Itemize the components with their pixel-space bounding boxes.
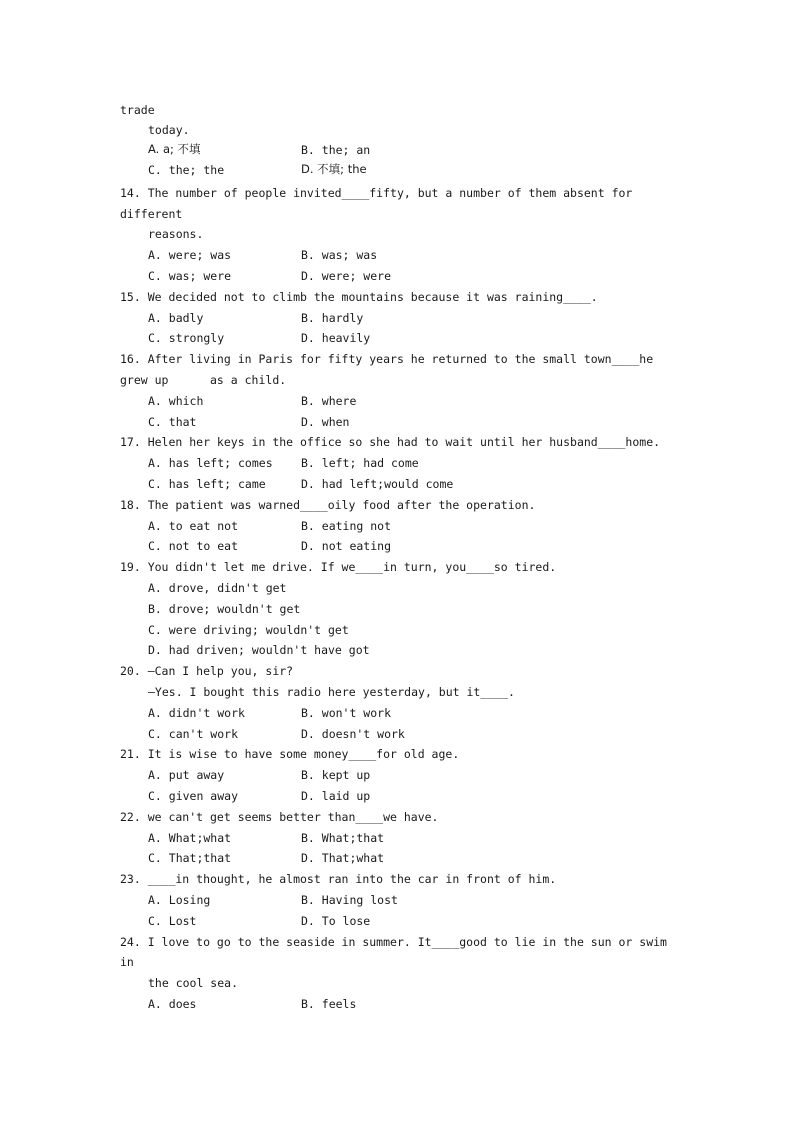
- q24-option-a: A. does: [148, 997, 197, 1011]
- q23-option-a: A. Losing: [148, 893, 211, 907]
- q17-option-a: A. has left; comes: [148, 456, 273, 470]
- q16-option-d: D. when: [301, 415, 350, 429]
- q15-option-b: B. hardly: [301, 311, 364, 325]
- q20-stem-line2: —Yes. I bought this radio here yesterday, but it____.: [148, 685, 515, 699]
- q23-option-d: D. To lose: [301, 914, 371, 928]
- q16-stem-line1: 16. After living in Paris for fifty years he returned to the small town____he: [120, 352, 654, 366]
- q13-option-b: B. the; an: [301, 143, 371, 157]
- q15-option-d: D. heavily: [301, 331, 371, 345]
- q14-option-a: A. were; was: [148, 248, 232, 262]
- q21-stem-line1: 21. It is wise to have some money____for old age.: [120, 747, 460, 761]
- q18-option-b: B. eating not: [301, 519, 392, 533]
- q19-option-c: C. were driving; wouldn't get: [148, 623, 349, 637]
- q24-stem-line3: the cool sea.: [148, 976, 239, 990]
- q14-stem-line1: 14. The number of people invited____fifty, but a number of them absent for: [120, 186, 633, 200]
- q23-stem-line1: 23. ____in thought, he almost ran into the car in front of him.: [120, 872, 557, 886]
- q15-stem-line1: 15. We decided not to climb the mountains because it was raining____.: [120, 290, 598, 304]
- q17-option-b: B. left; had come: [301, 456, 419, 470]
- q13-continuation-line1: trade: [120, 103, 155, 117]
- q17-option-d: D. had left;would come: [301, 477, 454, 491]
- q24-stem-line1: 24. I love to go to the seaside in summer. It____good to lie in the sun or swim: [120, 935, 667, 949]
- q14-option-d: D. were; were: [301, 269, 392, 283]
- q20-option-a: A. didn't work: [148, 706, 245, 720]
- q20-option-b: B. won't work: [301, 706, 392, 720]
- q23-option-c: C. Lost: [148, 914, 197, 928]
- q18-option-c: C. not to eat: [148, 539, 239, 553]
- q13-continuation-line2: today.: [148, 123, 190, 137]
- q16-stem-line2: grew up as a child.: [120, 373, 287, 387]
- q15-option-a: A. badly: [148, 311, 204, 325]
- q14-option-c: C. was; were: [148, 269, 232, 283]
- q21-option-c: C. given away: [148, 789, 239, 803]
- q20-option-c: C. can't work: [148, 727, 239, 741]
- q20-stem-line1: 20. —Can I help you, sir?: [120, 664, 294, 678]
- q13-option-a: A. a; 不填: [148, 142, 201, 156]
- q17-stem-line1: 17. Helen her keys in the office so she had to wait until her husband____home.: [120, 435, 661, 449]
- q21-option-d: D. laid up: [301, 789, 371, 803]
- q17-option-c: C. has left; came: [148, 477, 266, 491]
- q16-option-c: C. that: [148, 415, 197, 429]
- q14-option-b: B. was; was: [301, 248, 378, 262]
- q22-stem-line1: 22. we can't get seems better than____we have.: [120, 810, 439, 824]
- q22-option-b: B. What;that: [301, 831, 385, 845]
- q16-option-a: A. which: [148, 394, 204, 408]
- q18-option-a: A. to eat not: [148, 519, 239, 533]
- q22-option-d: D. That;what: [301, 851, 385, 865]
- q19-option-a: A. drove, didn't get: [148, 581, 287, 595]
- q18-option-d: D. not eating: [301, 539, 392, 553]
- q19-option-d: D. had driven; wouldn't have got: [148, 643, 370, 657]
- q19-stem-line1: 19. You didn't let me drive. If we____in turn, you____so tired.: [120, 560, 557, 574]
- q13-option-c: C. the; the: [148, 163, 225, 177]
- q20-option-d: D. doesn't work: [301, 727, 405, 741]
- q13-option-d: D. 不填; the: [301, 162, 367, 176]
- q22-option-a: A. What;what: [148, 831, 232, 845]
- q21-option-a: A. put away: [148, 768, 225, 782]
- q16-option-b: B. where: [301, 394, 357, 408]
- q24-stem-line2: in: [120, 955, 134, 969]
- q19-option-b: B. drove; wouldn't get: [148, 602, 301, 616]
- q21-option-b: B. kept up: [301, 768, 371, 782]
- q18-stem-line1: 18. The patient was warned____oily food after the operation.: [120, 498, 536, 512]
- q14-stem-line3: reasons.: [148, 227, 204, 241]
- q23-option-b: B. Having lost: [301, 893, 398, 907]
- q22-option-c: C. That;that: [148, 851, 232, 865]
- q24-option-b: B. feels: [301, 997, 357, 1011]
- q14-stem-line2: different: [120, 207, 183, 221]
- q15-option-c: C. strongly: [148, 331, 225, 345]
